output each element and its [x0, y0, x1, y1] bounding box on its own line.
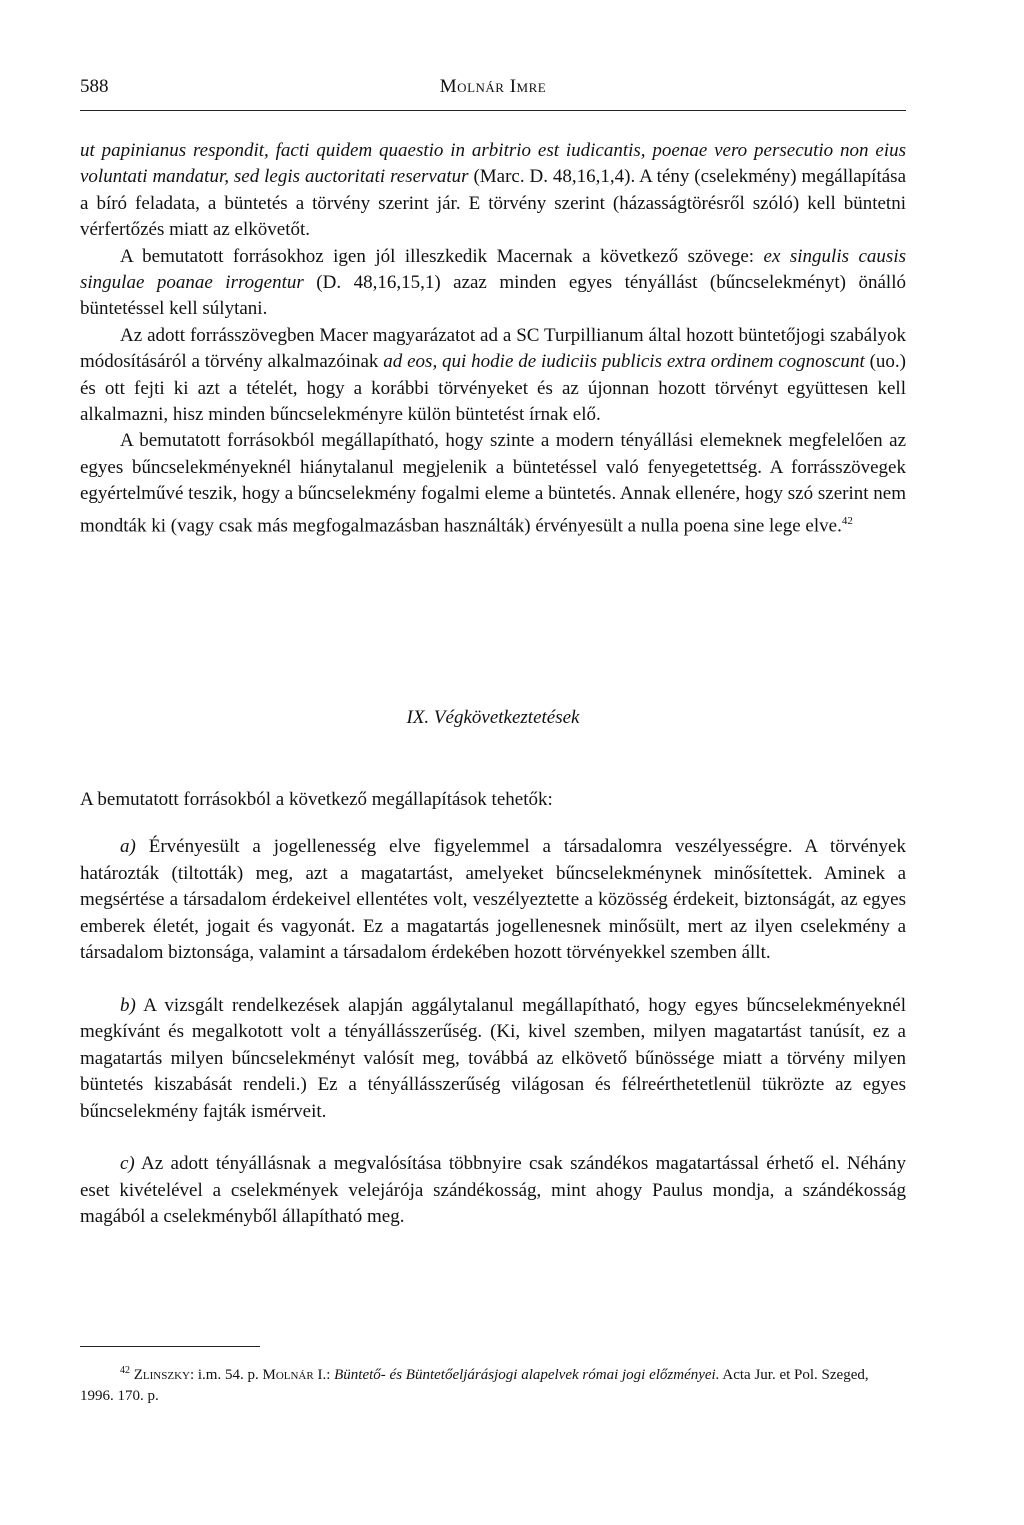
finding-c	[80, 1151, 906, 1231]
footnote	[80, 1360, 906, 1407]
footnote-reference[interactable]: 42	[841, 514, 853, 527]
footnote-author: Zlinszky	[133, 1367, 190, 1383]
paragraph-4-text: A bemutatott forrásokból megállapítható, hogy szinte a modern tényállási elemeknek megfelelően az egyes bűncselekményeknél hiánytalanul megjelenik a büntetéssel való fenyegetettség. A forrásszövegek egyértelművé teszik, hogy a bűncselekmény fogalmi eleme a büntetés. Annak ellenére, hogy szó szerint nem mondták ki (vagy csak más megfogalmazásban használták) érvényesült a nulla poena sine lege elve.	[80, 430, 906, 537]
paragraph-3-text: Az adott forrásszövegben Macer magyarázatot ad a SC Turpillianum által hozott büntetőjogi szabályok módosításáról a törvény alkalmazóinak	[80, 324, 906, 373]
body-text	[80, 138, 906, 539]
footnote-number: 42	[120, 1365, 130, 1376]
finding-text: Érvényesült a jogellenesség elve figyelemmel a társadalomra veszélyességre. A törvények határozták (tiltották) meg, azt a magatartást, amelyeket bűncselekménynek minősítettek. Aminek a megsértése a társadalom érdekeivel ellentétes volt, veszélyeztette a közösség érdekeit, biztonságát, az egyes emberek életét, jogait és vagyonát. Ez a magatartás jogellenesnek minősült, mert az ilyen cselekmény a társadalom biztonsága, valamint a társadalom érdekében hozott törvényekkel szemben állt.	[80, 836, 906, 963]
paragraph-2-text: A bemutatott forrásokhoz igen jól illeszkedik Macernak a következő szövege:	[120, 245, 764, 267]
finding-b	[80, 993, 906, 1126]
footnote-marker	[80, 1367, 130, 1383]
paragraph-2	[80, 244, 906, 323]
page-number: 588	[80, 76, 109, 97]
footnote-title: Büntető- és Büntetőeljárásjogi alapelvek római jogi előzményei.	[334, 1367, 720, 1383]
paragraph-2-rest: (D. 48,16,15,1) azaz minden egyes tényállást (bűncselekményt) önálló büntetéssel kell súlytani.	[80, 272, 906, 320]
footnote-text: I.:	[313, 1367, 335, 1383]
page-header	[80, 74, 906, 111]
footnote-author: Molnár	[262, 1367, 314, 1383]
footnote-divider	[80, 1346, 260, 1347]
latin-quote: ad eos, qui hodie de iudiciis publicis extra ordinem cognoscunt	[383, 351, 865, 373]
finding-text: A vizsgált rendelkezések alapján aggálytalanul megállapítható, hogy egyes bűncselekményeknél megkívánt és megalkotott volt a tényállásszerűség. (Ki, kivel szemben, milyen magatartást tanúsít, ez a magatartás milyen bűncselekményt valósít meg, továbbá az elkövető bűnössége miatt a törvény milyen büntetés kiszabását rendeli.) Ez a tényállásszerűség világosan és félreérthetetlenül tükrözte az egyes bűncselekmény fajták ismérveit.	[80, 994, 906, 1122]
finding-label: a)	[120, 836, 136, 857]
footnote-text: : i.m. 54. p.	[189, 1367, 263, 1383]
findings-list	[80, 834, 906, 1257]
running-head: Molnár Imre	[439, 76, 547, 97]
paragraph-4	[80, 428, 906, 539]
finding-a	[80, 834, 906, 967]
section-heading: IX. Végkövetkeztetések	[406, 707, 580, 728]
paragraph-1-text: (Marc. D. 48,16,1,4). A tény (cselekmény) megállapítása a bíró feladata, a büntetés a törvény szerint jár. E törvény szerint (házasságtörésről szóló) kell büntetni vérfertőzés miatt az elkövetőt.	[80, 166, 907, 241]
footnote-text: Acta Jur. et Pol. Szeged, 1996. 170. p.	[80, 1367, 869, 1404]
latin-quote: ut papinianus respondit, facti quidem quaestio in arbitrio est iudicantis, poenae vero persecutio non eius voluntati mandatur, sed legis auctoritati reservatur	[80, 140, 906, 188]
finding-text: Az adott tényállásnak a megvalósítása többnyire csak szándékos magatartással érhető el. Néhány eset kivételével a cselekmények velejárója szándékosság, mint ahogy Paulus mondja, a szándékosság magából a cselekményből állapítható meg.	[80, 1153, 906, 1227]
finding-label: c)	[120, 1153, 135, 1174]
latin-quote: ex singulis causis singulae poanae irrogentur	[80, 245, 906, 294]
finding-label: b)	[120, 994, 136, 1016]
paragraph-3-rest: (uo.) és ott fejti ki azt a tételét, hogy a korábbi törvényeket és az újonnan hozott törvényt együttesen kell alkalmazni, hisz minden bűncselekményre külön büntetést írnak elő.	[80, 351, 907, 426]
paragraph-1	[80, 138, 906, 244]
paragraph-3	[80, 323, 906, 429]
section-lead: A bemutatott forrásokból a következő megállapítások tehetők:	[80, 789, 553, 810]
